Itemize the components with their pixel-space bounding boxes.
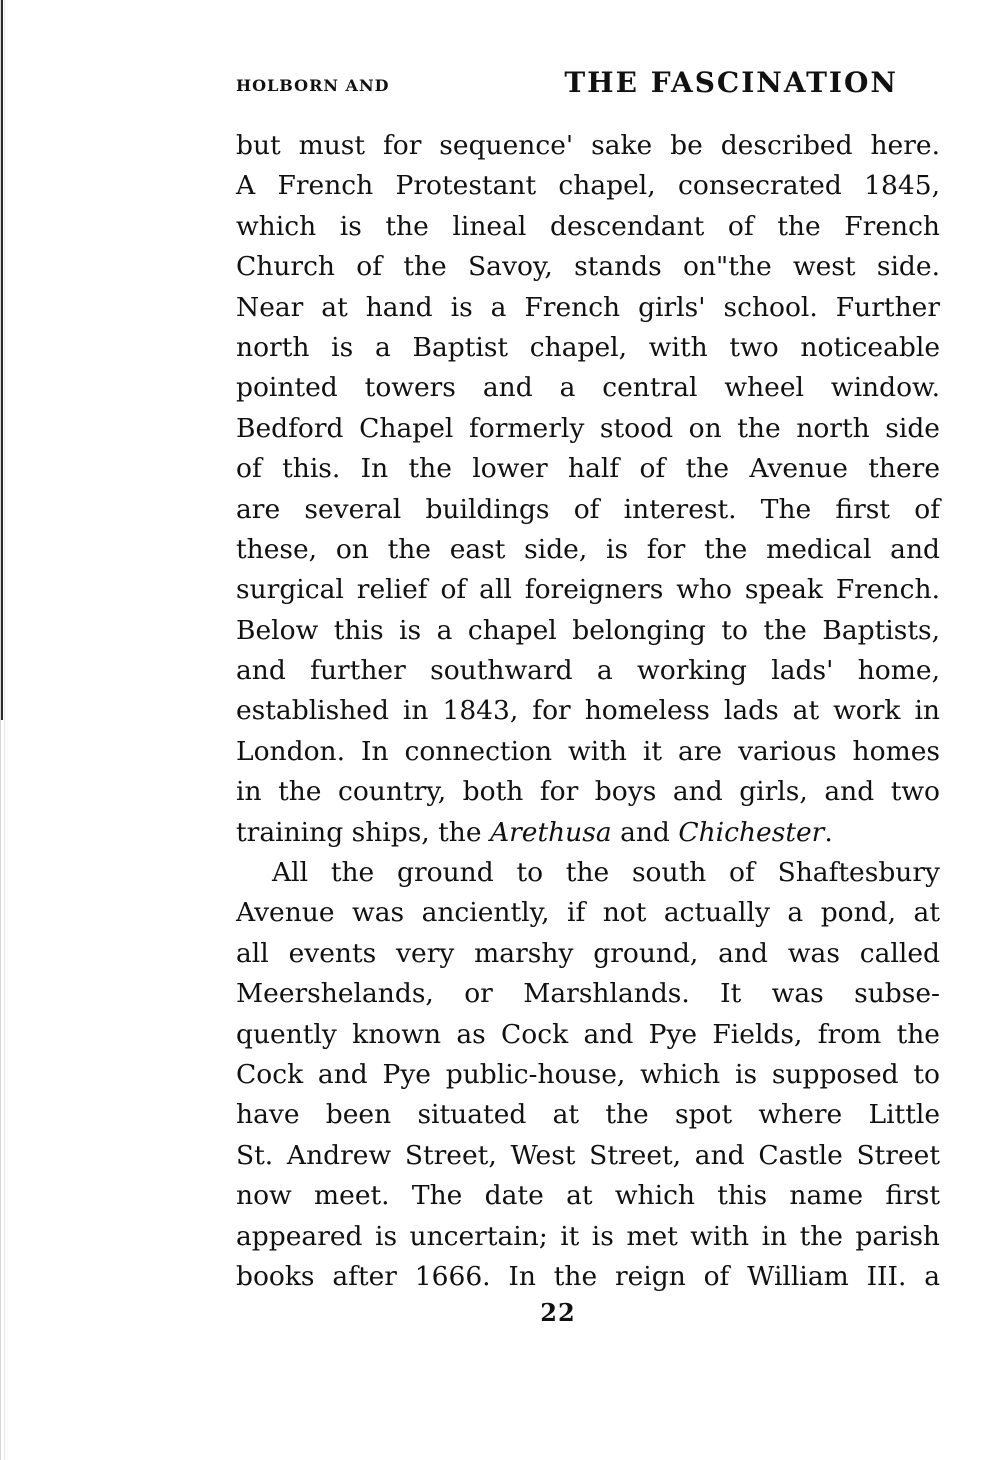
text-line: but must for sequence' sake be described here.: [236, 130, 940, 161]
text-line: north is a Baptist chapel, with two noticeable: [236, 331, 940, 363]
text-line: Near at hand is a French girls' school. Further: [236, 291, 940, 323]
text-line: of this. In the lower half of the Avenue there: [236, 453, 940, 485]
text-line: which is the lineal descendant of the French: [236, 210, 940, 242]
text-line: books after 1666. In the reign of William III. a: [236, 1260, 940, 1292]
body-text: [236, 126, 940, 1297]
running-head-left: HOLBORN AND: [236, 76, 390, 95]
text-line: surgical relief of all foreigners who speak French.: [236, 574, 940, 606]
text-line: appeared is uncertain; it is met with in the parish: [236, 1220, 940, 1252]
text-line: Cock and Pye public-house, which is supposed to: [236, 1058, 940, 1090]
text-line: Church of the Savoy, stands on"the west side.: [236, 251, 940, 283]
text-line: All the ground to the south of Shaftesbury: [272, 857, 940, 889]
final-line-period: .: [824, 816, 833, 848]
text-line: Meershelands, or Marshlands. It was subse-: [236, 978, 940, 1010]
ship-name-arethusa: Arethusa: [489, 816, 612, 848]
page-number: 22: [540, 1298, 576, 1327]
paragraph-1: [236, 126, 940, 813]
page-number-row: [0, 1298, 1000, 1327]
final-line-text: training ships, the: [236, 816, 490, 848]
text-line: established in 1843, for homeless lads at work in: [236, 695, 940, 727]
running-head: [236, 66, 898, 106]
text-line: London. In connection with it are various homes: [236, 735, 940, 767]
text-line: and further southward a working lads' home,: [236, 655, 940, 687]
text-line: Avenue was anciently, if not actually a pond, at: [236, 897, 940, 929]
text-line: are several buildings of interest. The first of: [236, 493, 940, 525]
text-line: quently known as Cock and Pye Fields, from the: [236, 1018, 940, 1050]
text-line: now meet. The date at which this name first: [236, 1180, 940, 1212]
ship-name-chichester: Chichester: [678, 816, 825, 848]
paragraph-1-final-line: [236, 813, 940, 853]
text-line: have been situated at the spot where Little: [236, 1099, 940, 1131]
text-line: Below this is a chapel belonging to the Baptists,: [236, 614, 940, 646]
text-line: pointed towers and a central wheel window.: [236, 372, 940, 404]
text-line: all events very marshy ground, and was called: [236, 937, 940, 969]
text-line: in the country, both for boys and girls, and two: [236, 776, 940, 808]
text-line: Bedford Chapel formerly stood on the north side: [236, 412, 940, 444]
binding-edge: [0, 0, 8, 1460]
running-head-right: THE FASCINATION: [564, 66, 898, 99]
paragraph-2: [236, 853, 940, 1297]
text-line: these, on the east side, is for the medical and: [236, 533, 940, 565]
text-line: St. Andrew Street, West Street, and Castle Street: [236, 1139, 940, 1171]
final-line-conjunction: and: [611, 816, 679, 848]
text-line: A French Protestant chapel, consecrated 1845,: [236, 170, 940, 202]
